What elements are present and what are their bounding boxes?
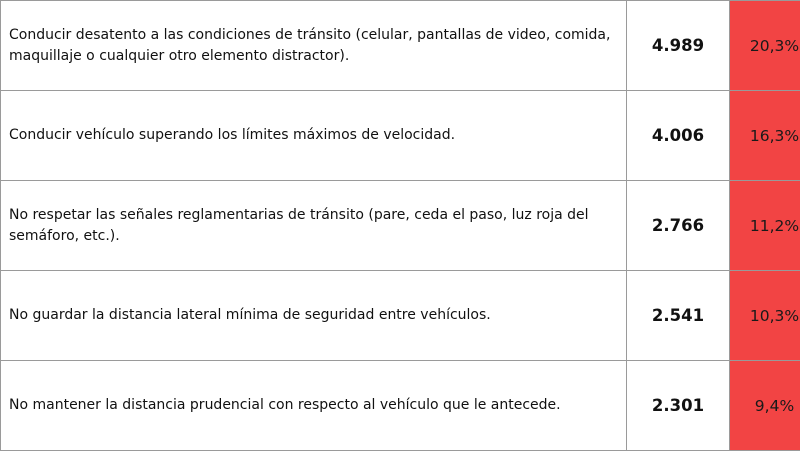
- cause-description: Conducir vehículo superando los límites máximos de velocidad.: [1, 91, 627, 181]
- cause-percent: 11,2%: [730, 181, 800, 271]
- cause-percent: 9,4%: [730, 361, 800, 451]
- table-row: [1, 271, 800, 361]
- cause-description: No guardar la distancia lateral mínima de seguridad entre vehículos.: [1, 271, 627, 361]
- cause-description: Conducir desatento a las condiciones de tránsito (celular, pantallas de video, comida, maquillaje o cualquier otro elemento distractor).: [1, 1, 627, 91]
- table-row: [1, 181, 800, 271]
- cause-count: 4.006: [627, 91, 730, 181]
- cause-count: 2.541: [627, 271, 730, 361]
- table-row: [1, 361, 800, 451]
- table-row: [1, 1, 800, 91]
- cause-percent: 20,3%: [730, 1, 800, 91]
- cause-percent: 16,3%: [730, 91, 800, 181]
- cause-count: 4.989: [627, 1, 730, 91]
- cause-description: No respetar las señales reglamentarias de tránsito (pare, ceda el paso, luz roja del semáforo, etc.).: [1, 181, 627, 271]
- table-row: [1, 91, 800, 181]
- cause-count: 2.301: [627, 361, 730, 451]
- cause-percent: 10,3%: [730, 271, 800, 361]
- cause-count: 2.766: [627, 181, 730, 271]
- cause-description: No mantener la distancia prudencial con respecto al vehículo que le antecede.: [1, 361, 627, 451]
